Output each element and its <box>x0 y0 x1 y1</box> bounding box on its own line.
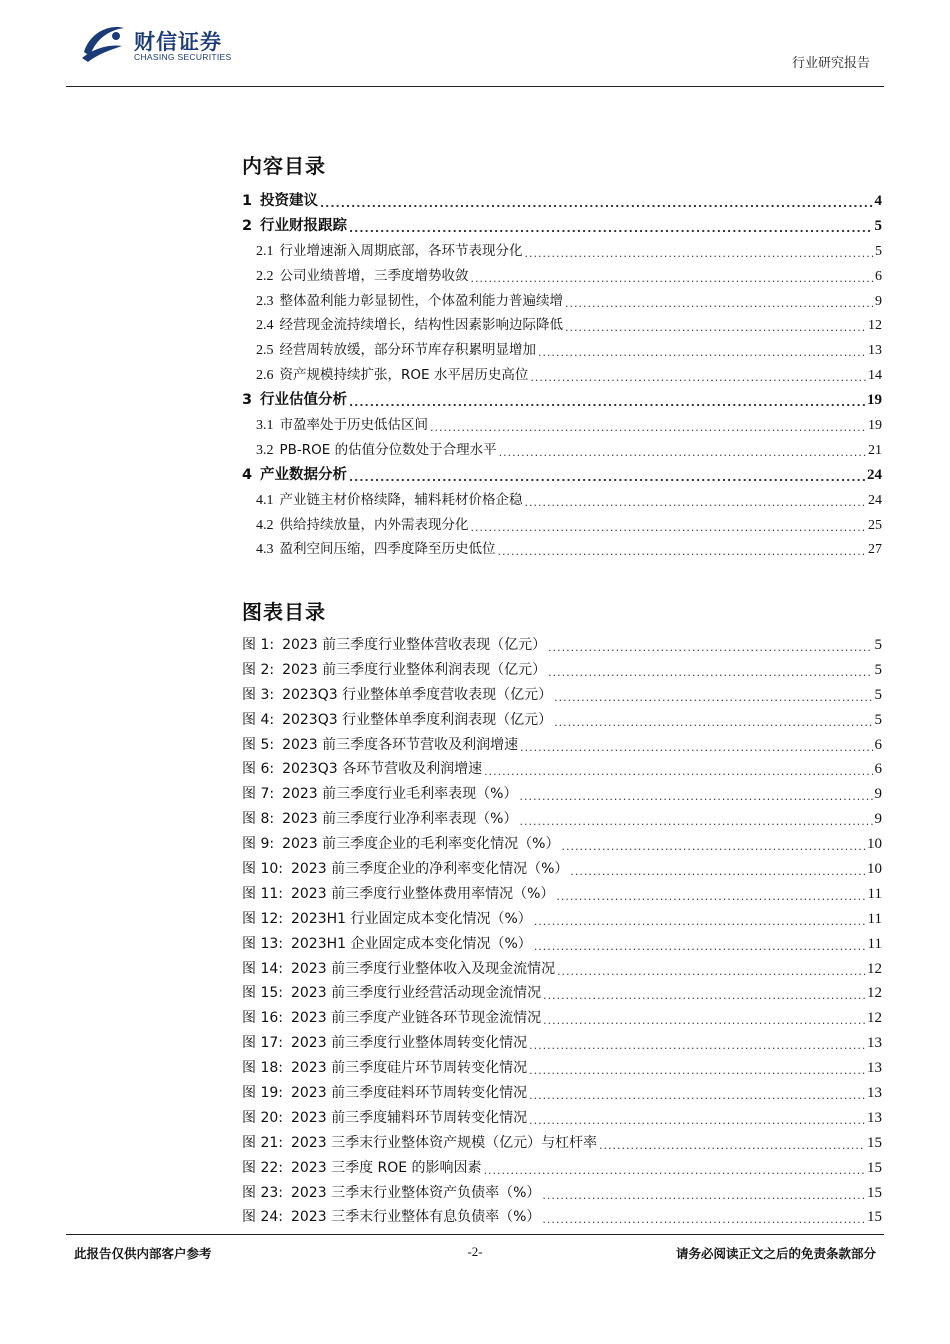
toc-entry-number: 3 <box>242 392 253 409</box>
figure-number: 图 6: <box>242 761 275 778</box>
figure-entry[interactable] <box>242 734 882 759</box>
figure-caption: 2023 前三季度行业毛利率表现（%） <box>282 786 518 803</box>
page-reference: 5 <box>875 243 882 259</box>
toc-entry-title: 市盈率处于历史低估区间 <box>279 417 428 434</box>
figure-entry[interactable] <box>242 634 882 659</box>
figure-entry[interactable] <box>242 1032 882 1057</box>
figure-caption: 2023Q3 行业整体单季度利润表现（亿元） <box>282 711 553 728</box>
page-reference: 19 <box>867 392 882 409</box>
figure-number: 图 22: <box>242 1159 283 1176</box>
figure-caption: 2023 前三季度辅料环节周转变化情况 <box>290 1109 528 1126</box>
page-reference: 13 <box>868 343 882 359</box>
toc-entry-title: 行业增速渐入周期底部，各环节表现分化 <box>279 242 523 259</box>
toc-entry-title: 经营现金流持续增长，结构性因素影响边际降低 <box>279 317 563 334</box>
dot-leader <box>525 497 867 511</box>
page-reference: 5 <box>874 711 882 728</box>
figure-caption: 2023 前三季度行业净利率表现（%） <box>282 811 518 828</box>
dot-leader <box>534 916 866 930</box>
toc-entry-title: 公司业绩普增，三季度增势收敛 <box>279 267 469 284</box>
figure-number: 图 13: <box>242 935 283 952</box>
page-reference: 5 <box>874 686 882 703</box>
page-reference: 15 <box>867 1209 882 1226</box>
figure-caption: 2023 前三季度行业整体营收表现（亿元） <box>282 637 547 653</box>
toc-entry-title: 供给持续放量，内外需表现分化 <box>279 516 469 533</box>
page-reference: 24 <box>867 466 882 483</box>
figure-number: 图 1: <box>242 637 275 653</box>
toc-title: 内容目录 <box>242 154 326 178</box>
figure-caption: 2023 三季度 ROE 的影响因素 <box>290 1159 482 1176</box>
figure-caption: 2023 前三季度行业整体利润表现（亿元） <box>282 661 547 678</box>
dot-leader <box>499 447 866 461</box>
toc-entry-number: 4.3 <box>256 542 274 558</box>
toc-section-entry[interactable] <box>242 513 882 538</box>
dot-leader <box>484 1165 865 1179</box>
figure-number: 图 2: <box>242 661 275 678</box>
figure-number: 图 5: <box>242 736 275 753</box>
toc-section-entry[interactable] <box>242 313 882 338</box>
dot-leader <box>556 891 865 905</box>
toc-entry-number: 2.3 <box>256 293 274 309</box>
figure-number: 图 24: <box>242 1209 283 1226</box>
figure-entry[interactable] <box>242 933 882 958</box>
page-reference: 5 <box>874 637 882 653</box>
figure-entry[interactable] <box>242 684 882 709</box>
dot-leader <box>570 866 865 880</box>
figure-entry[interactable] <box>242 1206 882 1231</box>
page-reference: 15 <box>867 1134 882 1151</box>
toc-entry-number: 2 <box>242 217 253 234</box>
figure-number: 图 23: <box>242 1184 283 1201</box>
figure-entry[interactable] <box>242 659 882 684</box>
page-reference: 15 <box>867 1184 882 1201</box>
toc-entry-number: 2.5 <box>256 343 274 359</box>
figure-entry[interactable] <box>242 1132 882 1157</box>
dot-leader <box>548 642 872 656</box>
page-reference: 5 <box>874 217 882 234</box>
dot-leader <box>554 717 872 731</box>
figure-entry[interactable] <box>242 1107 882 1132</box>
page-reference: 4 <box>874 193 882 209</box>
table-of-contents <box>242 189 882 562</box>
toc-entry-title: 盈利空间压缩，四季度降至历史低位 <box>279 541 496 558</box>
toc-entry-number: 2.1 <box>256 243 274 259</box>
dot-leader <box>471 273 874 287</box>
toc-entry-number: 3.2 <box>256 442 274 458</box>
figure-entry[interactable] <box>242 908 882 933</box>
figure-caption: 2023 前三季度企业的净利率变化情况（%） <box>290 861 569 878</box>
page-reference: 21 <box>868 442 882 458</box>
logo-english-name: CHASING SECURITIES <box>134 52 232 62</box>
figure-number: 图 16: <box>242 1010 283 1027</box>
page-reference: 14 <box>868 368 882 384</box>
dot-leader <box>565 298 873 312</box>
dot-leader <box>534 941 866 955</box>
toc-chapter-entry[interactable] <box>242 463 882 488</box>
footer-divider <box>66 1234 884 1235</box>
page-reference: 9 <box>875 293 882 309</box>
toc-section-entry[interactable] <box>242 264 882 289</box>
page-reference: 9 <box>874 786 882 803</box>
dot-leader <box>519 816 872 830</box>
toc-entry-title: PB-ROE 的估值分位数处于合理水平 <box>279 441 497 458</box>
logo-chinese-name: 财信证券 <box>134 30 222 54</box>
figure-caption: 2023 前三季度行业经营活动现金流情况 <box>290 985 542 1002</box>
toc-entry-number: 4 <box>242 466 253 483</box>
dot-leader <box>484 766 872 780</box>
figure-caption: 2023 前三季度产业链各环节现金流情况 <box>290 1010 542 1027</box>
page-reference: 19 <box>868 418 882 434</box>
dot-leader <box>525 248 874 262</box>
page-reference: 5 <box>874 661 882 678</box>
figure-entry[interactable] <box>242 758 882 783</box>
toc-chapter-entry[interactable] <box>242 388 882 413</box>
toc-entry-title: 产业数据分析 <box>260 466 347 483</box>
figure-number: 图 17: <box>242 1035 283 1052</box>
logo-mark-icon <box>80 22 126 64</box>
figure-number: 图 15: <box>242 985 283 1002</box>
toc-entry-title: 行业估值分析 <box>260 392 347 409</box>
figure-caption: 2023 三季末行业整体资产规模（亿元）与杠杆率 <box>290 1134 598 1151</box>
toc-entry-title: 行业财报跟踪 <box>260 217 347 234</box>
dot-leader <box>530 372 866 386</box>
figure-number: 图 10: <box>242 861 283 878</box>
figure-entry[interactable] <box>242 709 882 734</box>
page-reference: 6 <box>874 736 882 753</box>
figure-number: 图 19: <box>242 1085 283 1102</box>
dot-leader <box>430 422 866 436</box>
page-reference: 24 <box>868 492 882 508</box>
figure-entry[interactable] <box>242 1082 882 1107</box>
page-reference: 11 <box>867 910 882 927</box>
page-number: -2- <box>467 1244 483 1259</box>
figure-number: 图 12: <box>242 910 283 927</box>
page-reference: 13 <box>867 1060 882 1077</box>
page-reference: 15 <box>867 1159 882 1176</box>
dot-leader <box>529 1115 865 1129</box>
dot-leader <box>565 322 866 336</box>
toc-entry-number: 2.6 <box>256 368 274 384</box>
toc-entry-number: 2.2 <box>256 268 274 284</box>
figure-caption: 2023H1 行业固定成本变化情况（%） <box>290 910 532 927</box>
dot-leader <box>557 966 865 980</box>
toc-entry-title: 资产规模持续扩张，ROE 水平居历史高位 <box>279 367 529 384</box>
toc-entry-number: 2.4 <box>256 318 274 334</box>
figure-entry[interactable] <box>242 1182 882 1207</box>
figure-entry[interactable] <box>242 833 882 858</box>
dot-leader <box>561 841 865 855</box>
figure-caption: 2023 前三季度企业的毛利率变化情况（%） <box>282 836 560 853</box>
figure-entry[interactable] <box>242 958 882 983</box>
page-reference: 11 <box>867 885 882 902</box>
dot-leader <box>543 990 865 1004</box>
page-reference: 10 <box>867 861 882 878</box>
dot-leader <box>548 667 872 681</box>
figure-number: 图 20: <box>242 1109 283 1126</box>
report-type-label: 行业研究报告 <box>791 56 870 71</box>
figure-caption: 2023 三季末行业整体资产负债率（%） <box>290 1184 541 1201</box>
dot-leader <box>471 522 867 536</box>
toc-section-entry[interactable] <box>242 488 882 513</box>
toc-chapter-entry[interactable] <box>242 214 882 239</box>
toc-section-entry[interactable] <box>242 239 882 264</box>
page-reference: 13 <box>867 1085 882 1102</box>
figure-number: 图 4: <box>242 711 275 728</box>
toc-entry-title: 投资建议 <box>260 193 318 209</box>
dot-leader <box>554 692 872 706</box>
page-reference: 12 <box>867 985 882 1002</box>
figure-caption: 2023 前三季度行业整体周转变化情况 <box>290 1035 528 1052</box>
page-reference: 13 <box>867 1035 882 1052</box>
figure-caption: 2023 三季末行业整体有息负债率（%） <box>290 1209 541 1226</box>
toc-entry-number: 4.1 <box>256 492 274 508</box>
dot-leader <box>542 1214 865 1228</box>
toc-entry-title: 整体盈利能力彰显韧性，个体盈利能力普遍续增 <box>279 292 563 309</box>
toc-section-entry[interactable] <box>242 537 882 562</box>
toc-entry-number: 1 <box>242 193 253 209</box>
dot-leader <box>519 791 872 805</box>
page-reference: 12 <box>867 1010 882 1027</box>
page-reference: 11 <box>867 935 882 952</box>
figure-caption: 2023 前三季度硅片环节周转变化情况 <box>290 1060 528 1077</box>
toc-section-entry[interactable] <box>242 363 882 388</box>
figure-entry[interactable] <box>242 1057 882 1082</box>
figure-caption: 2023 前三季度各环节营收及利润增速 <box>282 736 519 753</box>
toc-section-entry[interactable] <box>242 338 882 363</box>
figure-list-title: 图表目录 <box>242 600 326 624</box>
figure-caption: 2023Q3 各环节营收及利润增速 <box>282 761 483 778</box>
dot-leader <box>349 397 865 411</box>
dot-leader <box>529 1090 865 1104</box>
figure-entry[interactable] <box>242 982 882 1007</box>
figure-number: 图 3: <box>242 686 275 703</box>
page-reference: 12 <box>868 318 882 334</box>
page-reference: 10 <box>867 836 882 853</box>
page-reference: 12 <box>867 960 882 977</box>
toc-entry-title: 产业链主材价格续降，辅料耗材价格企稳 <box>279 491 523 508</box>
figure-number: 图 21: <box>242 1134 283 1151</box>
figure-number: 图 11: <box>242 885 283 902</box>
dot-leader <box>320 198 873 212</box>
dot-leader <box>543 1015 865 1029</box>
figure-number: 图 7: <box>242 786 275 803</box>
dot-leader <box>349 223 873 237</box>
page-header <box>0 0 950 90</box>
page-reference: 9 <box>874 811 882 828</box>
page-reference: 27 <box>868 542 882 558</box>
figure-entry[interactable] <box>242 808 882 833</box>
dot-leader <box>529 1040 865 1054</box>
dot-leader <box>520 742 872 756</box>
toc-section-entry[interactable] <box>242 289 882 314</box>
figure-number: 图 14: <box>242 960 283 977</box>
toc-section-entry[interactable] <box>242 413 882 438</box>
dot-leader <box>599 1140 865 1154</box>
toc-entry-number: 3.1 <box>256 418 274 434</box>
footer-disclaimer-right: 请务必阅读正文之后的免责条款部分 <box>675 1246 876 1261</box>
figure-entry[interactable] <box>242 1157 882 1182</box>
figure-entry[interactable] <box>242 1007 882 1032</box>
dot-leader <box>498 546 867 560</box>
dot-leader <box>542 1190 865 1204</box>
figure-number: 图 8: <box>242 811 275 828</box>
toc-entry-title: 经营周转放缓，部分环节库存积累明显增加 <box>279 342 536 359</box>
figure-entry[interactable] <box>242 783 882 808</box>
page-reference: 13 <box>867 1109 882 1126</box>
page-reference: 25 <box>868 517 882 533</box>
figure-entry[interactable] <box>242 858 882 883</box>
figure-number: 图 18: <box>242 1060 283 1077</box>
toc-section-entry[interactable] <box>242 438 882 463</box>
figure-caption: 2023H1 企业固定成本变化情况（%） <box>290 935 532 952</box>
dot-leader <box>529 1065 865 1079</box>
figure-entry[interactable] <box>242 883 882 908</box>
figure-caption: 2023 前三季度行业整体费用率情况（%） <box>290 885 555 902</box>
company-logo <box>80 22 250 64</box>
header-divider <box>66 86 884 87</box>
toc-entry-number: 4.2 <box>256 517 274 533</box>
figure-caption: 2023Q3 行业整体单季度营收表现（亿元） <box>282 686 553 703</box>
footer-disclaimer-left: 此报告仅供内部客户参考 <box>74 1246 212 1261</box>
toc-chapter-entry[interactable] <box>242 189 882 214</box>
page-reference: 6 <box>875 268 882 284</box>
figure-caption: 2023 前三季度行业整体收入及现金流情况 <box>290 960 556 977</box>
figure-caption: 2023 前三季度硅料环节周转变化情况 <box>290 1085 528 1102</box>
figure-list <box>242 634 882 1231</box>
dot-leader <box>349 472 865 486</box>
dot-leader <box>538 347 866 361</box>
figure-number: 图 9: <box>242 836 275 853</box>
page-reference: 6 <box>874 761 882 778</box>
